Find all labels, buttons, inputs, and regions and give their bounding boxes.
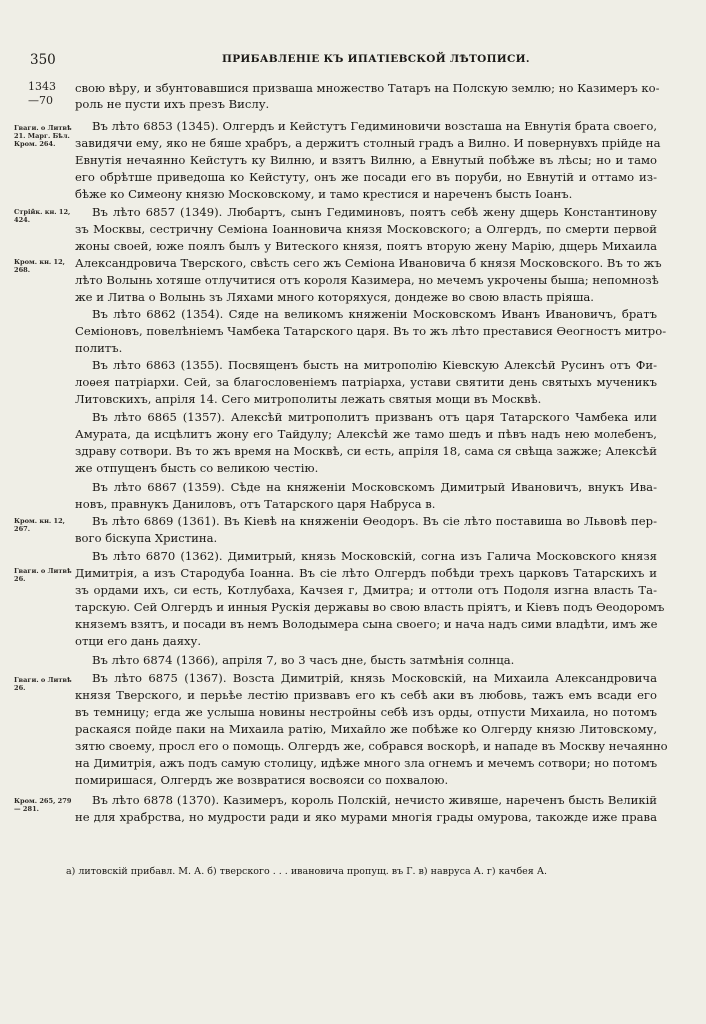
text-line: Евнутія нечаянно Кейстутъ ку Вилню, и взятъ Вилню, а Евнутый побѣже въ лѣсы; но и тамо — [75, 153, 657, 167]
text-line: лоѳея патріархи. Сей, за благословеніемъ патріарха, устави святити день святыхъ мученикъ — [75, 375, 657, 389]
text-line: же отпущенъ бысть со великою честію. — [75, 461, 319, 475]
margin-note: Гваги. о Литвѣ 21. Марг. Бѣл. Кром. 264. — [14, 124, 72, 148]
text-line: Въ лѣто 6870 (1362). Димитрый, князь Московскій, согна изъ Галича Московского князя — [92, 549, 657, 563]
text-line: Литовскихъ, апріля 14. Сего митрополиты лежать святыя мощи въ Москвѣ. — [75, 392, 542, 406]
text-line: не для храбрства, но мудрости ради и яко мурами многія грады омурова, такожде иже права — [75, 810, 657, 824]
text-line: вого біскупа Христина. — [75, 531, 218, 545]
text-line: лѣто Волынь хотяше отлучитися отъ короля Казимера, но мечемъ укрочены быша; непомнозѣ — [75, 273, 659, 287]
text-line: Въ лѣто 6863 (1355). Посвященъ бысть на митрополію Кіевскую Алексѣй Русинъ отъ Фи- — [92, 358, 657, 372]
text-line: Въ лѣто 6865 (1357). Алексѣй митрополитъ призванъ отъ царя Татарского Чамбека или — [92, 410, 657, 424]
text-line: помиришася, Олгердъ же возвратися восвояси со похвалою. — [75, 773, 449, 787]
text-line: княземъ взятъ, и посади въ немъ Володымера сына своего; и нача надъ сими владѣти, имъ же — [75, 617, 658, 631]
text-line: Въ лѣто 6857 (1349). Любартъ, сынъ Гедиминовъ, поятъ себѣ жену дщерь Константинову — [92, 205, 657, 219]
text-line: Въ лѣто 6862 (1354). Сяде на великомъ княженіи Московскомъ Иванъ Ивановичъ, братъ — [92, 307, 657, 321]
text-line: князя Тверского, и перьѣе лестію призвавъ его къ себѣ аки въ любовь, тажъ емъ всади его — [75, 688, 657, 702]
text-line: Въ лѣто 6874 (1366), апріля 7, во 3 часъ дне, бысть затмѣнія солнца. — [92, 653, 515, 667]
text-line: зятю своему, просл его о помощь. Олгердъ же, собрався воскорѣ, и нападе въ Москву нечаянно — [75, 739, 668, 753]
text-line: его обрѣтше приведоша ко Кейстуту, онъ же посади его въ поруби, но Евнутій и оттамо из- — [75, 170, 657, 184]
margin-note: Кром. 265, 279 — 281. — [14, 797, 72, 813]
text-line: роль не пусти ихъ презъ Вислу. — [75, 97, 270, 111]
text-line: тарскую. Сей Олгердъ и инныя Рускія державы во свою власть пріятъ, и Кіевъ подъ Ѳеодоромъ — [75, 600, 665, 614]
margin-note-years: 1343 —70 — [28, 80, 56, 107]
margin-note: Кром. кн. 12, 267. — [14, 517, 65, 533]
text-line: жоны своей, юже поялъ былъ у Витеского князя, поятъ вторую жену Марію, дщерь Михаила — [75, 239, 657, 253]
text-line: Димитрія, а изъ Стародуба Іоанна. Въ сіе лѣто Олгердъ побѣди трехъ царковъ Татарскихъ и — [75, 566, 657, 580]
text-line: Семіоновъ, повелѣніемъ Чамбека Татарского царя. Въ то жъ лѣто преставися Ѳеогностъ митро- — [75, 324, 667, 338]
text-line: отци его дань даяху. — [75, 634, 202, 648]
margin-note: Кром. кн. 12, 268. — [14, 258, 65, 274]
page-number: 350 — [30, 52, 56, 68]
text-line: политъ. — [75, 341, 123, 355]
margin-note: Гваги. о Литвѣ 26. — [14, 567, 72, 583]
text-line: въ темницу; егда же услыша новины нестройны себѣ изъ орды, отпусти Михаила, но потомъ — [75, 705, 657, 719]
running-title: ПРИБАВЛЕНІЕ КЪ ИПАТІЕВСКОЙ ЛѢТОПИСИ. — [222, 53, 530, 65]
footnotes: а) литовскій прибавл. М. А. б) тверского . . . ивановича пропущ. въ Г. в) навруса А. г) качбея А. — [66, 866, 548, 877]
text-line: Амурата, да исцѣлитъ жону его Тайдулу; Алексѣй же тамо шедъ и пѣвъ надъ нею молебенъ, — [75, 427, 657, 441]
text-line: Въ лѣто 6853 (1345). Олгердъ и Кейстутъ Гедиминовичи возсташа на Евнутія брата своего, — [92, 119, 657, 133]
text-line: Въ лѣто 6867 (1359). Сѣде на княженіи Московскомъ Димитрый Ивановичъ, внукъ Ива- — [92, 480, 657, 494]
text-line: бѣже ко Симеону князю Московскому, и тамо крестися и нареченъ бысть Іоанъ. — [75, 187, 573, 201]
page-header — [0, 52, 706, 70]
text-line: на Димитрія, ажъ подъ самую столицу, идѣже много зла огнемъ и мечемъ сотвори; но потомъ — [75, 756, 658, 770]
text-line: Въ лѣто 6875 (1367). Возста Димитрій, князь Московскій, на Михаила Александровича — [92, 671, 657, 685]
text-line: раскаяся пойде паки на Михаила ратію, Михайло же побѣже ко Олгерду князю Литовскому, — [75, 722, 657, 736]
text-line: зъ ордами ихъ, си есть, Котлубаха, Качзея г, Дмитра; и оттоли отъ Подоля изгна власть Та- — [75, 583, 657, 597]
text-line: же и Литва о Волынь зъ Ляхами много которяхуся, дондеже во свою власть пріяша. — [75, 290, 594, 304]
margin-note: Гваги. о Литвѣ 26. — [14, 676, 72, 692]
text-line: новъ, правнукъ Даниловъ, отъ Татарского царя Набруса в. — [75, 497, 436, 511]
margin-note: Стрійк. кн. 12, 424. — [14, 208, 71, 224]
text-line: зъ Москвы, сестричну Семіона Іоанновича князя Московского; а Олгердъ, по смерти первой — [75, 222, 657, 236]
text-line: завидячи ему, яко не бяше храбръ, а держитъ столный градъ а Вилно. И повернувхъ прійде на — [75, 136, 661, 150]
text-line: здраву сотвори. Въ то жъ время на Москвѣ, си есть, апріля 18, сама ся свѣща зажже; Алексѣй — [75, 444, 657, 458]
text-line: свою вѣру, и збунтовавшися призваша множество Татаръ на Полскую землю; но Казимеръ ко- — [75, 81, 660, 95]
text-line: Александровича Тверского, свѣсть сего жъ Семіона Ивановича б князя Московского. Въ то жъ — [75, 256, 662, 270]
text-line: Въ лѣто 6878 (1370). Казимеръ, король Полскій, нечисто живяше, нареченъ бысть Великій — [92, 793, 657, 807]
text-line: Въ лѣто 6869 (1361). Въ Кіевѣ на княженіи Ѳеодоръ. Въ сіе лѣто поставиша во Львовѣ пер- — [92, 514, 657, 528]
